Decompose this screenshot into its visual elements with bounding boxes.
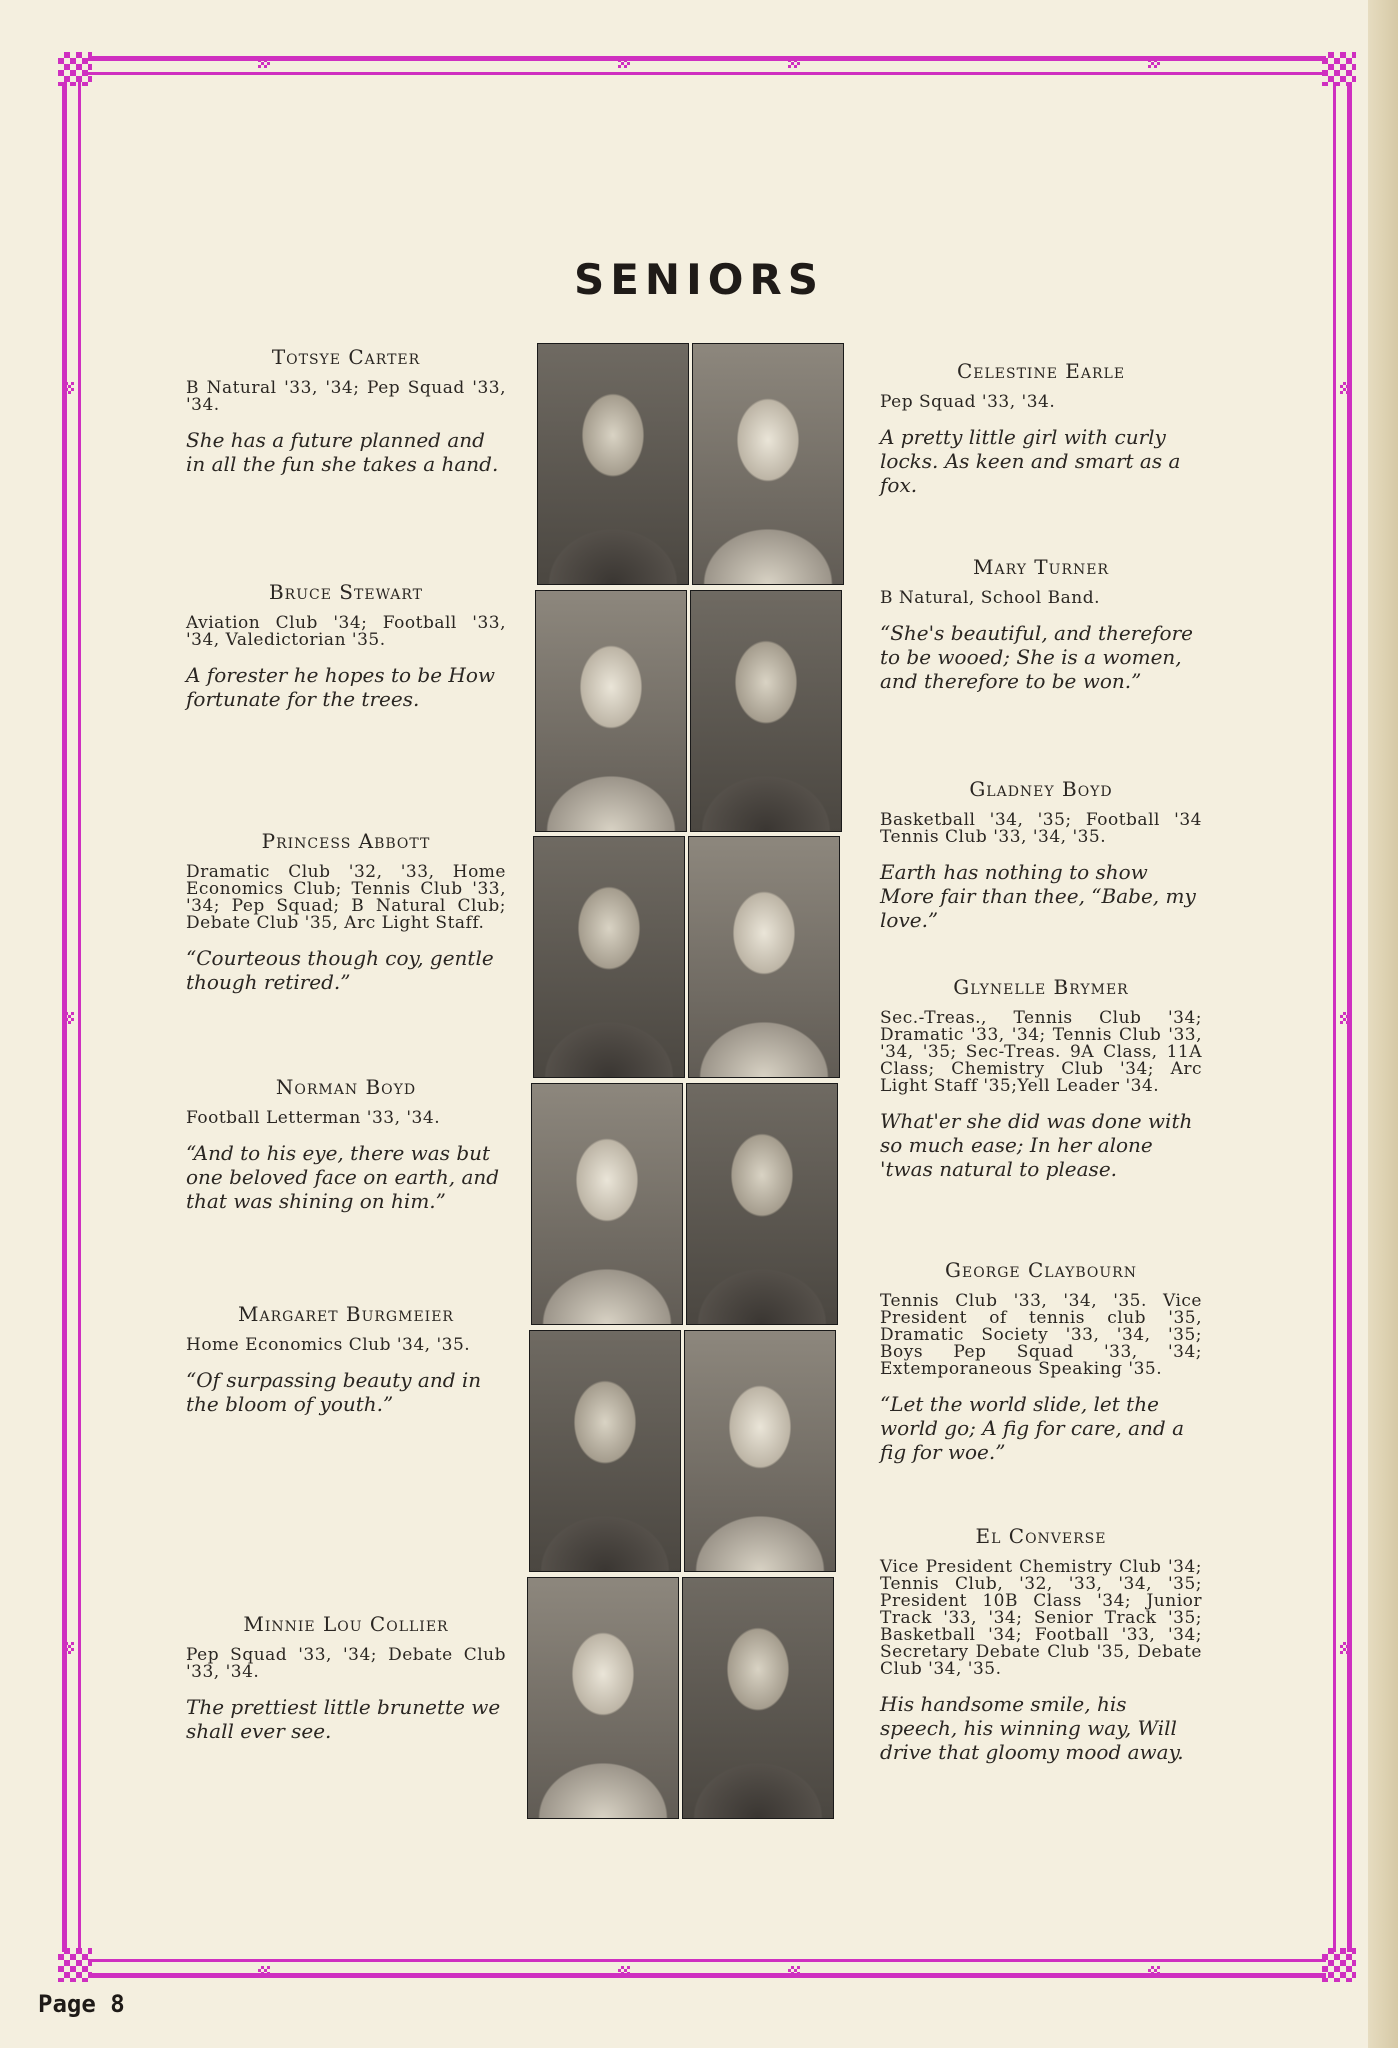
student-name: Princess Abbott — [261, 829, 431, 853]
student-name: Gladney Boyd — [969, 777, 1113, 801]
student-quote: The prettiest little brunette we shall ever see. — [186, 1695, 501, 1743]
senior-entry — [880, 555, 1202, 693]
senior-entry — [186, 829, 506, 994]
student-activities: Football Letterman '33, '34. — [186, 1108, 441, 1128]
portrait-photo — [690, 590, 842, 832]
student-name: Norman Boyd — [275, 1075, 417, 1099]
senior-entry — [880, 975, 1202, 1181]
student-quote: A pretty little girl with curly locks. As keen and smart as a fox. — [880, 425, 1181, 497]
portrait-photo — [531, 1083, 683, 1325]
senior-entry — [880, 1524, 1202, 1764]
student-name: Glynelle Brymer — [953, 975, 1129, 999]
portrait-photo — [686, 1083, 838, 1325]
portrait-photo — [529, 1330, 681, 1572]
student-activities: Vice President Chemistry Club '34; Tennis Club, '32, '33, '34, '35; President 10B Class '34; Junior Track '33, '34; Senior Track '35; Basketball '34; Football '33, '34; Secretary Debate Club '35, Debate Club '34, '35. — [880, 1557, 1202, 1679]
student-activities: B Natural '33, '34; Pep Squad '33, '34. — [186, 378, 506, 415]
student-quote: Earth has nothing to show More fair than thee, “Babe, my love.” — [880, 860, 1196, 932]
student-activities: Sec.-Treas., Tennis Club '34; Dramatic '33, '34; Tennis Club '33, '34, '35; Sec-Treas. 9A Class, 11A Class; Chemistry Club '34; Arc Light Staff '35;Yell Leader '34. — [880, 1008, 1202, 1096]
student-name: Totsye Carter — [271, 345, 421, 369]
student-activities: B Natural, School Band. — [880, 588, 1100, 608]
portrait-photo — [533, 836, 685, 1078]
student-name: Mary Turner — [973, 555, 1109, 579]
senior-entry — [880, 777, 1202, 932]
senior-entry — [880, 1258, 1202, 1464]
adjacent-page-edge — [1368, 0, 1398, 2048]
student-quote: “Let the world slide, let the world go; A fig for care, and a fig for woe.” — [880, 1392, 1185, 1464]
portrait-photo — [527, 1577, 679, 1819]
student-name: George Claybourn — [945, 1258, 1137, 1282]
page-number: Page 8 — [38, 1990, 125, 2018]
portrait-photo — [682, 1577, 834, 1819]
student-quote: “And to his eye, there was but one beloved face on earth, and that was shining on him.” — [186, 1141, 500, 1213]
portrait-photo — [688, 836, 840, 1078]
student-quote: What'er she did was done with so much ease; In her alone 'twas natural to please. — [880, 1109, 1193, 1181]
portrait-photo — [535, 590, 687, 832]
senior-entry — [186, 1302, 506, 1416]
senior-entry — [186, 345, 506, 476]
student-quote: A forester he hopes to be How fortunate for the trees. — [186, 663, 495, 711]
student-quote: She has a future planned and in all the fun she takes a hand. — [186, 428, 499, 476]
student-activities: Pep Squad '33, '34. — [880, 392, 1056, 412]
student-name: Bruce Stewart — [268, 580, 424, 604]
student-activities: Dramatic Club '32, '33, Home Economics Club; Tennis Club '33, '34; Pep Squad; B Natural Club; Debate Club '35, Arc Light Staff. — [186, 862, 506, 933]
student-activities: Pep Squad '33, '34; Debate Club '33, '34. — [186, 1645, 506, 1682]
student-activities: Tennis Club '33, '34, '35. Vice President of tennis club '35, Dramatic Society '33, '34, '35; Boys Pep Squad '33, '34; Extemporaneous Speaking '35. — [880, 1291, 1202, 1379]
student-name: Minnie Lou Collier — [243, 1612, 449, 1636]
senior-entry — [186, 1612, 506, 1743]
student-activities: Aviation Club '34; Football '33, '34, Valedictorian '35. — [186, 613, 506, 650]
student-name: Celestine Earle — [956, 359, 1126, 383]
student-quote: “Courteous though coy, gentle though retired.” — [186, 946, 494, 994]
portrait-photo — [692, 343, 844, 585]
senior-entry — [186, 1075, 506, 1213]
page-title: SENIORS — [573, 255, 824, 304]
student-activities: Home Economics Club '34, '35. — [186, 1335, 471, 1355]
student-quote: His handsome smile, his speech, his winning way, Will drive that gloomy mood away. — [880, 1692, 1184, 1764]
senior-entry — [880, 359, 1202, 497]
student-quote: “She's beautiful, and therefore to be wooed; She is a women, and therefore to be won.” — [880, 621, 1193, 693]
portrait-photo — [537, 343, 689, 585]
student-activities: Basketball '34, '35; Football '34 Tennis Club '33, '34, '35. — [880, 810, 1202, 847]
student-name: Margaret Burgmeier — [238, 1302, 454, 1326]
student-name: El Converse — [975, 1524, 1107, 1548]
senior-entry — [186, 580, 506, 711]
portrait-photo — [684, 1330, 836, 1572]
student-quote: “Of surpassing beauty and in the bloom of youth.” — [186, 1368, 482, 1416]
